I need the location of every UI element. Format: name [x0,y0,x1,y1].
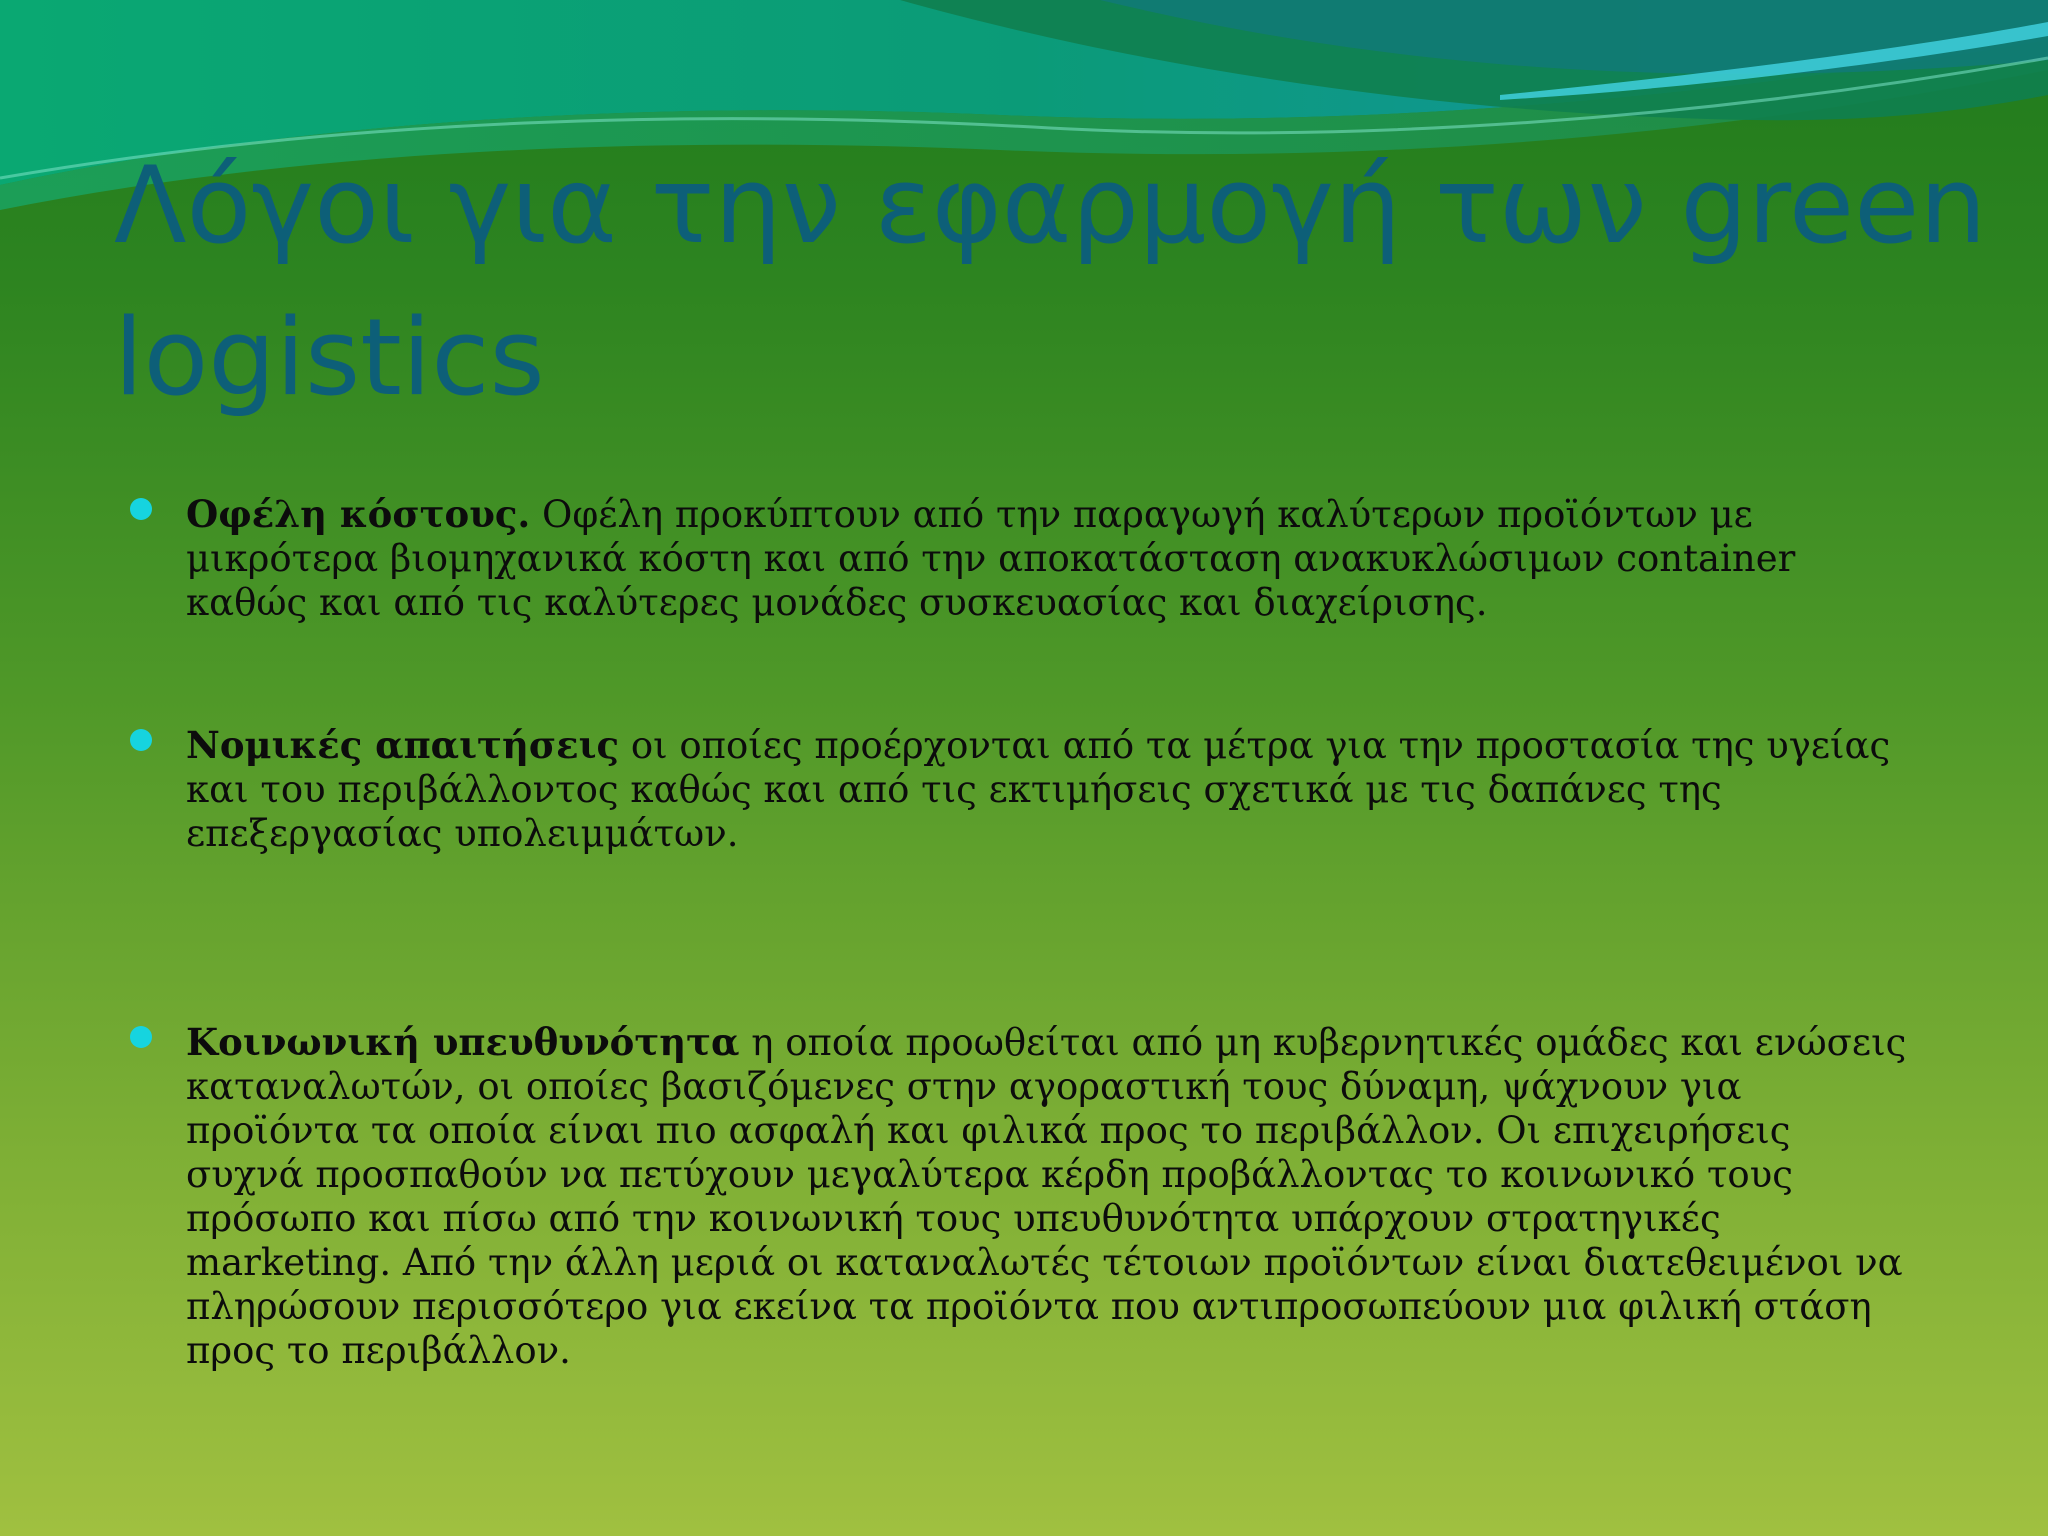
bullet-item-social-responsibility [130,1020,1910,1373]
bullet-heading: Οφέλη κόστους. [186,492,531,536]
bullet-heading: Νομικές απαιτήσεις [186,723,620,767]
bullet-item-legal-requirements [130,723,1910,856]
bullet-text: Οφέλη προκύπτουν από την παραγωγή καλύτερων προϊόντων με μικρότερα βιομηχανικά κόστη και από την αποκατάσταση ανακυκλώσιμων container καθώς και από τις καλύτερες μονάδες συσκευασίας και διαχείρισης. [186,493,1796,624]
slide-title: Λόγοι για την εφαρμογή των green logistics [114,144,1987,419]
bullet-item-cost-benefits [130,492,1910,625]
bullet-text: οι οποίες προέρχονται από τα μέτρα για την προστασία της υγείας και του περιβάλλοντος καθώς και από τις εκτιμήσεις σχετικά με τις δαπάνες της επεξεργασίας υπολειμμάτων. [186,724,1891,855]
bullet-dot-icon [130,498,152,520]
bullet-heading: Κοινωνική υπευθυνότητα [186,1020,740,1064]
bullet-list [130,492,1910,1373]
bullet-dot-icon [130,1026,152,1048]
bullet-text: η οποία προωθείται από μη κυβερνητικές ομάδες και ενώσεις καταναλωτών, οι οποίες βασιζόμενες στην αγοραστική τους δύναμη, ψάχνουν για προϊόντα τα οποία είναι πιο ασφαλή και φιλικά προς το περιβάλλον. Οι επιχειρήσεις συχνά προσπαθούν να πετύχουν μεγαλύτερα κέρδη προβάλλοντας το κοινωνικό τους πρόσωπο και πίσω από την κοινωνική τους υπευθυνότητα υπάρχουν στρατηγικές marketing. Από την άλλη μεριά οι καταναλωτές τέτοιων προϊόντων είναι διατεθειμένοι να πληρώσουν περισσότερο για εκείνα τα προϊόντα που αντιπροσωπεύουν μια φιλική στάση προς το περιβάλλον. [186,1021,1907,1372]
bullet-dot-icon [130,729,152,751]
